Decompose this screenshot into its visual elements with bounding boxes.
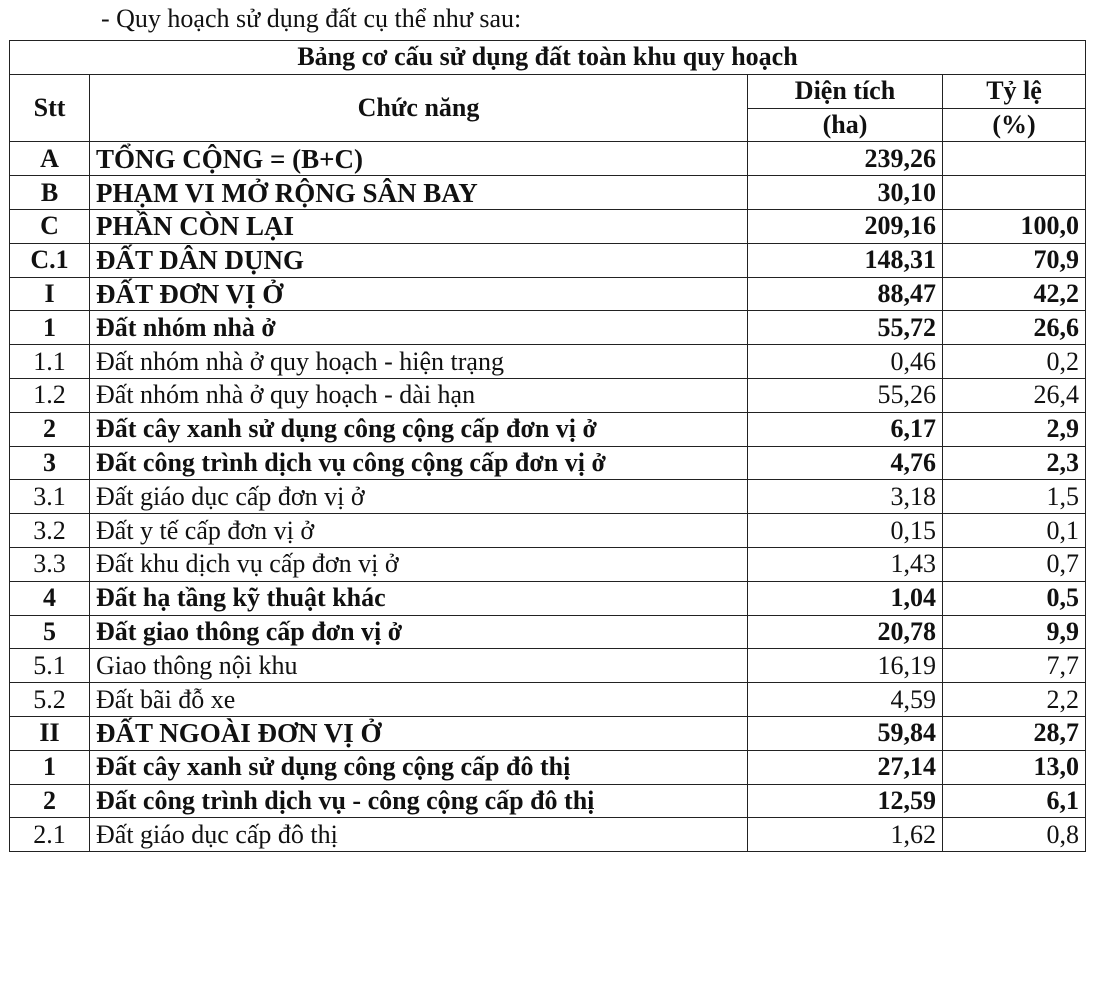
row-function: Đất nhóm nhà ở quy hoạch - hiện trạng bbox=[90, 345, 748, 379]
row-rate: 26,6 bbox=[943, 311, 1086, 345]
row-area: 4,59 bbox=[748, 683, 943, 717]
row-area: 0,46 bbox=[748, 345, 943, 379]
table-row bbox=[10, 514, 1086, 548]
row-area: 1,62 bbox=[748, 818, 943, 852]
table-row bbox=[10, 311, 1086, 345]
table-row bbox=[10, 750, 1086, 784]
row-rate: 26,4 bbox=[943, 378, 1086, 412]
row-area: 20,78 bbox=[748, 615, 943, 649]
row-area: 30,10 bbox=[748, 176, 943, 210]
table-row bbox=[10, 784, 1086, 818]
table-row bbox=[10, 345, 1086, 379]
row-stt: 2 bbox=[10, 412, 90, 446]
row-area: 16,19 bbox=[748, 649, 943, 683]
table-row bbox=[10, 277, 1086, 311]
row-area: 88,47 bbox=[748, 277, 943, 311]
row-area: 55,72 bbox=[748, 311, 943, 345]
table-row bbox=[10, 243, 1086, 277]
row-function: Đất nhóm nhà ở quy hoạch - dài hạn bbox=[90, 378, 748, 412]
row-function: PHẦN CÒN LẠI bbox=[90, 209, 748, 243]
row-function: ĐẤT NGOÀI ĐƠN VỊ Ở bbox=[90, 716, 748, 750]
row-function: Giao thông nội khu bbox=[90, 649, 748, 683]
row-rate: 0,1 bbox=[943, 514, 1086, 548]
row-stt: 3 bbox=[10, 446, 90, 480]
table-row bbox=[10, 615, 1086, 649]
table-row bbox=[10, 683, 1086, 717]
row-stt: 1.2 bbox=[10, 378, 90, 412]
header-function: Chức năng bbox=[90, 74, 748, 142]
row-function: Đất công trình dịch vụ - công cộng cấp đô thị bbox=[90, 784, 748, 818]
row-rate: 42,2 bbox=[943, 277, 1086, 311]
row-area: 148,31 bbox=[748, 243, 943, 277]
row-function: TỔNG CỘNG = (B+C) bbox=[90, 142, 748, 176]
row-function: Đất giao thông cấp đơn vị ở bbox=[90, 615, 748, 649]
row-stt: 1 bbox=[10, 750, 90, 784]
row-stt: 1.1 bbox=[10, 345, 90, 379]
row-rate: 2,3 bbox=[943, 446, 1086, 480]
row-area: 1,43 bbox=[748, 547, 943, 581]
row-function: ĐẤT ĐƠN VỊ Ở bbox=[90, 277, 748, 311]
table-title-row bbox=[10, 41, 1086, 75]
row-stt: 3.3 bbox=[10, 547, 90, 581]
row-rate: 28,7 bbox=[943, 716, 1086, 750]
row-rate: 2,9 bbox=[943, 412, 1086, 446]
row-area: 4,76 bbox=[748, 446, 943, 480]
row-rate: 2,2 bbox=[943, 683, 1086, 717]
row-area: 6,17 bbox=[748, 412, 943, 446]
table-row bbox=[10, 176, 1086, 210]
table-row bbox=[10, 412, 1086, 446]
table-row bbox=[10, 378, 1086, 412]
row-function: Đất y tế cấp đơn vị ở bbox=[90, 514, 748, 548]
row-area: 55,26 bbox=[748, 378, 943, 412]
row-function: Đất giáo dục cấp đô thị bbox=[90, 818, 748, 852]
row-stt: 5.2 bbox=[10, 683, 90, 717]
land-use-table bbox=[9, 40, 1086, 852]
table-row bbox=[10, 446, 1086, 480]
row-rate: 70,9 bbox=[943, 243, 1086, 277]
row-function: ĐẤT DÂN DỤNG bbox=[90, 243, 748, 277]
row-stt: C.1 bbox=[10, 243, 90, 277]
table-body bbox=[10, 142, 1086, 852]
table-title: Bảng cơ cấu sử dụng đất toàn khu quy hoạch bbox=[10, 41, 1086, 75]
row-stt: 3.2 bbox=[10, 514, 90, 548]
table-row bbox=[10, 818, 1086, 852]
row-function: Đất nhóm nhà ở bbox=[90, 311, 748, 345]
table-row bbox=[10, 480, 1086, 514]
row-rate bbox=[943, 142, 1086, 176]
intro-text: - Quy hoạch sử dụng đất cụ thể như sau: bbox=[101, 4, 522, 33]
header-stt: Stt bbox=[10, 74, 90, 142]
row-rate bbox=[943, 176, 1086, 210]
row-function: Đất hạ tầng kỹ thuật khác bbox=[90, 581, 748, 615]
table-row bbox=[10, 209, 1086, 243]
row-area: 3,18 bbox=[748, 480, 943, 514]
row-area: 27,14 bbox=[748, 750, 943, 784]
table-row bbox=[10, 547, 1086, 581]
row-function: Đất cây xanh sử dụng công cộng cấp đô thị bbox=[90, 750, 748, 784]
row-stt: 2.1 bbox=[10, 818, 90, 852]
row-stt: I bbox=[10, 277, 90, 311]
row-stt: B bbox=[10, 176, 90, 210]
row-rate: 6,1 bbox=[943, 784, 1086, 818]
header-area-unit: (ha) bbox=[748, 108, 943, 142]
row-stt: 1 bbox=[10, 311, 90, 345]
header-rate: Tỷ lệ bbox=[943, 74, 1086, 108]
table-row bbox=[10, 581, 1086, 615]
row-area: 59,84 bbox=[748, 716, 943, 750]
table-row bbox=[10, 716, 1086, 750]
row-stt: 3.1 bbox=[10, 480, 90, 514]
row-stt: II bbox=[10, 716, 90, 750]
header-rate-unit: (%) bbox=[943, 108, 1086, 142]
row-rate: 13,0 bbox=[943, 750, 1086, 784]
row-rate: 100,0 bbox=[943, 209, 1086, 243]
row-stt: 5.1 bbox=[10, 649, 90, 683]
row-area: 12,59 bbox=[748, 784, 943, 818]
row-function: Đất công trình dịch vụ công cộng cấp đơn vị ở bbox=[90, 446, 748, 480]
table-row bbox=[10, 142, 1086, 176]
row-rate: 0,5 bbox=[943, 581, 1086, 615]
row-stt: 4 bbox=[10, 581, 90, 615]
row-area: 0,15 bbox=[748, 514, 943, 548]
row-stt: 2 bbox=[10, 784, 90, 818]
row-function: Đất bãi đỗ xe bbox=[90, 683, 748, 717]
row-stt: 5 bbox=[10, 615, 90, 649]
row-rate: 0,2 bbox=[943, 345, 1086, 379]
row-stt: C bbox=[10, 209, 90, 243]
header-area: Diện tích bbox=[748, 74, 943, 108]
row-rate: 0,7 bbox=[943, 547, 1086, 581]
row-area: 239,26 bbox=[748, 142, 943, 176]
row-area: 209,16 bbox=[748, 209, 943, 243]
row-rate: 1,5 bbox=[943, 480, 1086, 514]
row-rate: 0,8 bbox=[943, 818, 1086, 852]
row-function: PHẠM VI MỞ RỘNG SÂN BAY bbox=[90, 176, 748, 210]
row-function: Đất cây xanh sử dụng công cộng cấp đơn vị ở bbox=[90, 412, 748, 446]
row-function: Đất khu dịch vụ cấp đơn vị ở bbox=[90, 547, 748, 581]
table-row bbox=[10, 649, 1086, 683]
row-stt: A bbox=[10, 142, 90, 176]
row-area: 1,04 bbox=[748, 581, 943, 615]
header-row-1 bbox=[10, 74, 1086, 108]
row-rate: 9,9 bbox=[943, 615, 1086, 649]
row-function: Đất giáo dục cấp đơn vị ở bbox=[90, 480, 748, 514]
row-rate: 7,7 bbox=[943, 649, 1086, 683]
